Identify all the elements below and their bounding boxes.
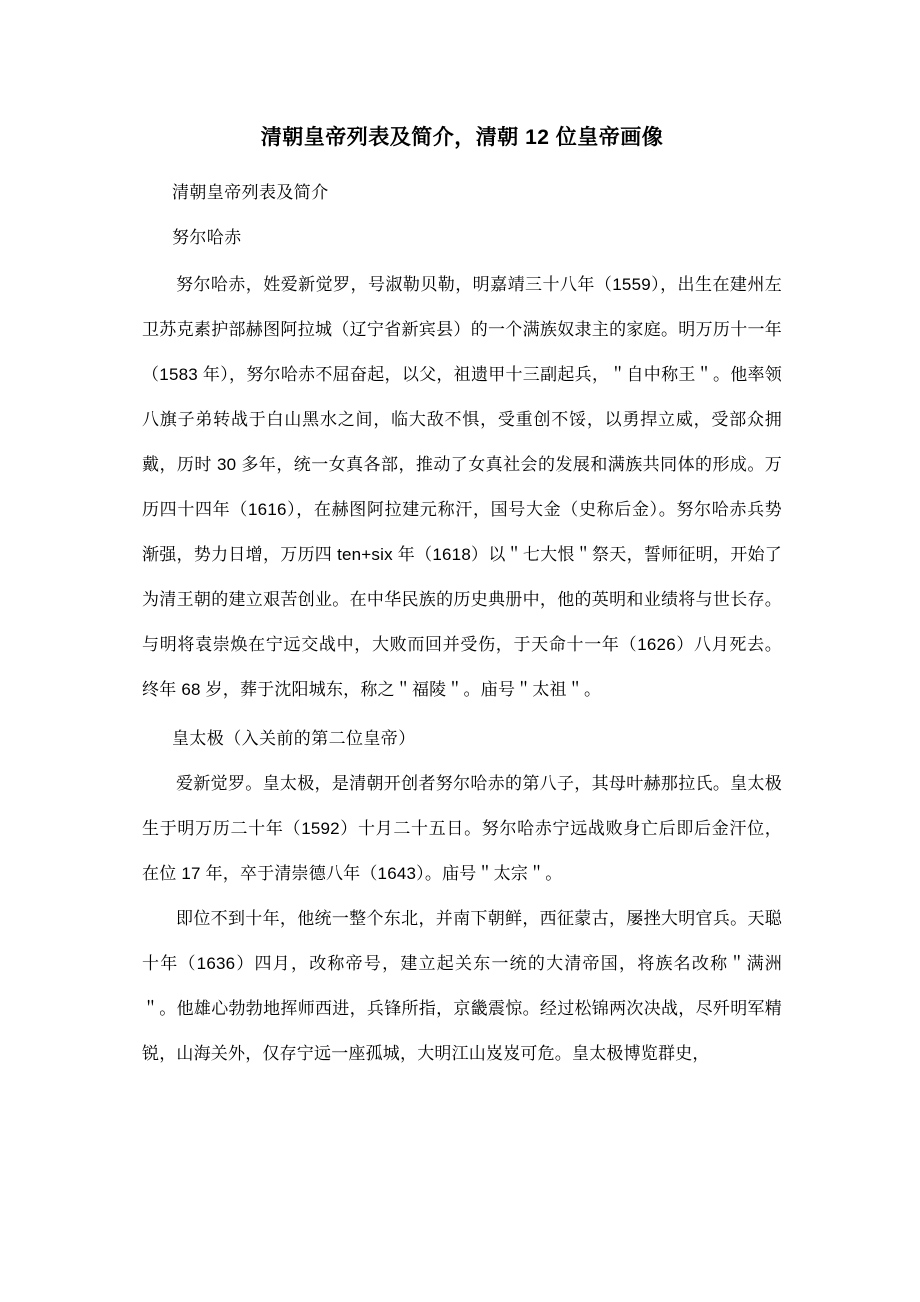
page-title: 清朝皇帝列表及简介，清朝 12 位皇帝画像 [260, 126, 664, 149]
section-heading-list-intro: 清朝皇帝列表及简介 [172, 183, 329, 203]
paragraph-hong-taiji-reign: 即位不到十年，他统一整个东北，并南下朝鲜，西征蒙古，屡挫大明官兵。天聪十年（1636）四月，改称帝号，建立起关东一统的大清帝国，将族名改称＂满洲＂。他雄心勃勃地挥师西进，兵锋所指，京畿震惊。经过松锦两次决战，尽歼明军精锐，山海关外，仅存宁远一座孤城，大明江山岌岌可危。皇太极博览群史， [142, 909, 782, 1064]
paragraph-nurhaci-biography: 努尔哈赤，姓爱新觉罗，号淑勒贝勒，明嘉靖三十八年（1559），出生在建州左卫苏克素护部赫图阿拉城（辽宁省新宾县）的一个满族奴隶主的家庭。明万历十一年（1583 年），努尔哈赤不屈奋起，以父，祖遗甲十三副起兵，＂自中称王＂。他率领八旗子弟转战于白山黑水之间，临大敌不惧，受重创不馁，以勇捍立威，受部众拥戴，历时 30 多年，统一女真各部，推动了女真社会的发展和满族共同体的形成。万历四十四年（1616），在赫图阿拉建元称汗，国号大金（史称后金）。努尔哈赤兵势渐强，势力日增，万历四 ten+six 年（1618）以＂七大恨＂祭天，誓师征明，开始了为清王朝的建立艰苦创业。在中华民族的历史典册中，他的英明和业绩将与世长存。与明将袁崇焕在宁远交战中，大败而回并受伤，于天命十一年（1626）八月死去。终年 68 岁，葬于沈阳城东，称之＂福陵＂。庙号＂太祖＂。 [142, 275, 782, 700]
document-content [142, 0, 782, 1076]
section-heading-hong-taiji: 皇太极（入关前的第二位皇帝） [172, 729, 416, 749]
section-heading-nurhaci: 努尔哈赤 [172, 228, 242, 248]
paragraph-hong-taiji-birth: 爱新觉罗。皇太极，是清朝开创者努尔哈赤的第八子，其母叶赫那拉氏。皇太极生于明万历二十年（1592）十月二十五日。努尔哈赤宁远战败身亡后即后金汗位，在位 17 年，卒于清崇德八年（1643）。庙号＂太宗＂。 [142, 774, 782, 884]
